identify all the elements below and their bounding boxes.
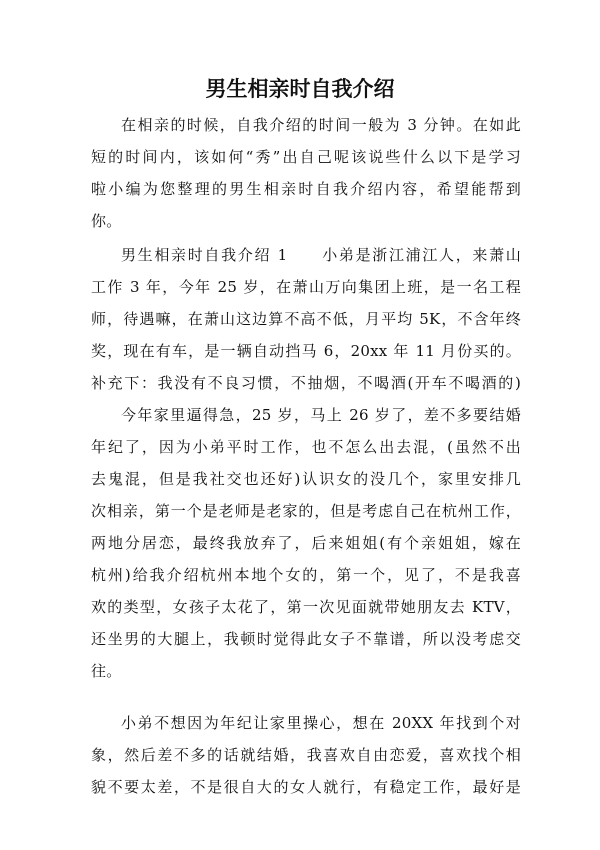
paragraph-line: 小弟不想因为年纪让家里操心，想在 20XX 年找到个对: [121, 714, 521, 732]
paragraph-line: 貌不要太差，不是很自大的女人就行，有稳定工作，最好是: [91, 778, 521, 796]
paragraph-line: 今年家里逼得急，25 岁，马上 26 岁了，差不多要结婚: [121, 406, 521, 424]
paragraph-line: 在相亲的时候，自我介绍的时间一般为 3 分钟。在如此: [121, 116, 521, 134]
paragraph-line: 工作 3 年，今年 25 岁，在萧山万向集团上班，是一名工程: [91, 278, 521, 296]
paragraph-line: 还坐男的大腿上，我顿时觉得此女子不靠谱，所以没考虑交: [91, 630, 521, 648]
paragraph-line: 师，待遇嘛，在萧山这边算不高不低，月平均 5K，不含年终: [91, 310, 521, 328]
paragraph-line: 男生相亲时自我介绍 1 小弟是浙江浦江人，来萧山: [121, 246, 521, 264]
page-title: 男生相亲时自我介绍: [205, 76, 395, 101]
paragraph-line: 补充下：我没有不良习惯，不抽烟，不喝酒(开车不喝酒的): [91, 374, 521, 392]
paragraph-line: 两地分居恋，最终我放弃了，后来姐姐(有个亲姐姐，嫁在: [91, 534, 521, 552]
paragraph-line: 去鬼混，但是我社交也还好)认识女的没几个，家里安排几: [91, 470, 521, 488]
paragraph-line: 奖，现在有车，是一辆自动挡马 6，20xx 年 11 月份买的。: [91, 342, 521, 360]
paragraph-line: 杭州)给我介绍杭州本地个女的，第一个，见了，不是我喜: [91, 566, 521, 584]
paragraph-line: 象，然后差不多的话就结婚，我喜欢自由恋爱，喜欢找个相: [91, 746, 521, 764]
paragraph-line: 短的时间内，该如何“秀”出自己呢该说些什么以下是学习: [91, 148, 521, 166]
paragraph-line: 欢的类型，女孩子太花了，第一次见面就带她朋友去 KTV，: [91, 598, 521, 616]
paragraph-line: 往。: [91, 662, 122, 680]
paragraph-line: 你。: [91, 212, 122, 230]
paragraph-line: 年纪了，因为小弟平时工作，也不怎么出去混，(虽然不出: [91, 438, 521, 456]
paragraph-line: 次相亲，第一个是老师是老家的，但是考虑自己在杭州工作，: [91, 502, 521, 520]
paragraph-line: 啦小编为您整理的男生相亲时自我介绍内容，希望能帮到: [91, 180, 521, 198]
